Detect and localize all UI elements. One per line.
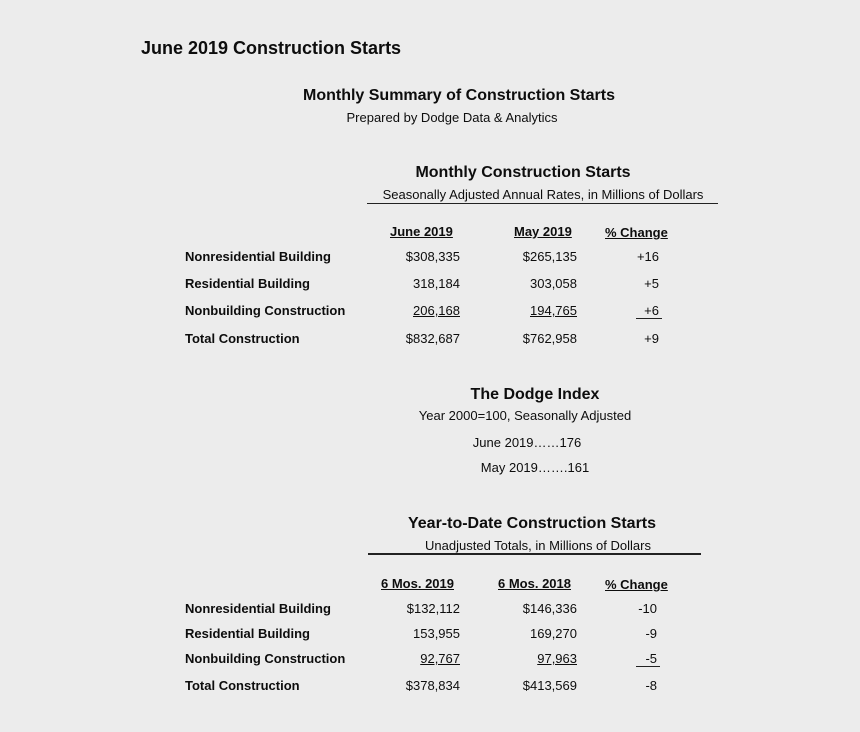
ytd-cell: -9 (645, 626, 657, 641)
dodge-index-line: May 2019…….161 (480, 460, 590, 475)
ytd-cell: -5 (645, 651, 657, 666)
monthly-cell: $265,135 (522, 249, 577, 264)
ytd-row-label: Total Construction (185, 678, 300, 693)
monthly-cell: 318,184 (413, 276, 460, 291)
monthly-row-label: Residential Building (185, 276, 310, 291)
monthly-cell: +9 (644, 331, 659, 346)
dodge-index-title: The Dodge Index (470, 386, 600, 403)
dodge-index-subtitle: Year 2000=100, Seasonally Adjusted (418, 408, 632, 423)
monthly-row-label: Nonresidential Building (185, 249, 331, 264)
summary-title: Monthly Summary of Construction Starts (302, 87, 616, 104)
prepared-by: Prepared by Dodge Data & Analytics (346, 110, 558, 125)
ytd-cell: 92,767 (420, 651, 460, 666)
ytd-cell: -8 (645, 678, 657, 693)
ytd-cell: $146,336 (522, 601, 577, 616)
monthly-cell: 303,058 (530, 276, 577, 291)
ytd-cell: $413,569 (522, 678, 577, 693)
ytd-cell: $378,834 (405, 678, 460, 693)
monthly-subtitle: Seasonally Adjusted Annual Rates, in Millions of Dollars (382, 187, 704, 202)
monthly-cell: 194,765 (530, 303, 577, 318)
ytd-cell: 97,963 (537, 651, 577, 666)
monthly-col-header: June 2019 (390, 224, 453, 239)
monthly-row-label: Total Construction (185, 331, 300, 346)
monthly-cell: $832,687 (405, 331, 460, 346)
monthly-title: Monthly Construction Starts (415, 164, 631, 181)
monthly-col-header: % Change (605, 225, 668, 240)
ytd-col-header: 6 Mos. 2018 (498, 576, 571, 591)
ytd-row-label: Nonresidential Building (185, 601, 331, 616)
ytd-row-label: Residential Building (185, 626, 310, 641)
pct-underline (636, 666, 660, 667)
monthly-col-header: May 2019 (514, 224, 572, 239)
monthly-cell: 206,168 (413, 303, 460, 318)
monthly-cell: $762,958 (522, 331, 577, 346)
monthly-cell: $308,335 (405, 249, 460, 264)
ytd-cell: 153,955 (413, 626, 460, 641)
monthly-cell: +5 (644, 276, 659, 291)
ytd-cell: $132,112 (406, 601, 460, 616)
ytd-col-header: 6 Mos. 2019 (381, 576, 454, 591)
pct-underline (636, 318, 662, 319)
page-title: June 2019 Construction Starts (141, 38, 402, 58)
ytd-col-header: % Change (605, 577, 668, 592)
monthly-subtitle-rule (367, 203, 718, 204)
ytd-subtitle-rule (368, 553, 701, 555)
monthly-row-label: Nonbuilding Construction (185, 303, 346, 318)
monthly-cell: +6 (644, 303, 659, 318)
ytd-row-label: Nonbuilding Construction (185, 651, 346, 666)
ytd-cell: 169,270 (530, 626, 577, 641)
dodge-index-line: June 2019……176 (472, 435, 582, 450)
ytd-subtitle: Unadjusted Totals, in Millions of Dollars (425, 538, 651, 553)
monthly-cell: +16 (636, 249, 659, 264)
ytd-cell: -10 (638, 601, 657, 616)
ytd-title: Year-to-Date Construction Starts (407, 515, 657, 532)
